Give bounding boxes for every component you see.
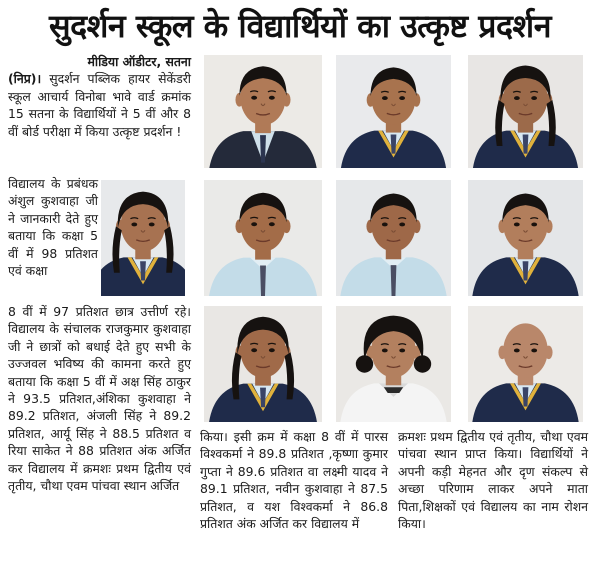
photo-girl-3 <box>204 306 322 422</box>
col3-text: क्रमशः प्रथम द्वितीय एवं तृतीय, चौथा एवम पांचवा स्थान प्राप्त किया। विद्यार्थियों ने अपनी कड़ी मेहनत और दृण संकल्प से अच्छा परिणाम लाकर अपने माता पिता,शिक्षकों एवं विद्यालय का नाम रोशन किया। <box>398 429 588 532</box>
col1-rest-text: 8 वीं में 97 प्रतिशत छात्र उत्तीर्ण रहे। विद्यालय के संचालक राजकुमार कुशवाहा जी ने छात्रों को बधाई देते हुए सभी के उज्जवल भविष्य की कामना करते हुए बताया कि कक्षा 5 वीं में अक्ष सिंह ठाकुर ने 93.5 प्रतिशत,अंशिका कुशवाहा ने 89.2 प्रतिशत, अंजली सिंह ने 89.2 प्रतिशत, आर्यू सिंह ने 88.5 प्रतिशत व रिया साकेत ने 88 प्रतिशत अंक अर्जित कर विद्यालय में क्रमशः प्रथम द्वितीय एवं तृतीय, चौथा एवम पांचवा स्थान अर्जित <box>8 304 191 494</box>
col2-text: किया। इसी क्रम में कक्षा 8 वीं में पारस विश्वकर्मा ने 89.8 प्रतिशत ,कृष्णा कुमार गुप्ता ने 89.6 प्रतिशत वा लक्ष्मी यादव ने 89.1 प्रतिशत, नवीन कुशवाहा ने 87.5 प्रतिशत, व यश विश्वकर्मा ने 86.8 प्रतिशत अंक अर्जित कर विद्यालय में <box>200 429 388 532</box>
article-col-1 <box>8 53 191 140</box>
photo-girl-4 <box>336 306 451 422</box>
col1-intro <box>8 53 191 140</box>
article-col-3 <box>398 428 588 532</box>
article-col-1-wrap <box>8 175 98 279</box>
photo-boy-6 <box>468 306 583 422</box>
col1-wrap-text: विद्यालय के प्रबंधक अंशुल कुशवाहा जी ने जानकारी देते हुए बताया कि कक्षा 5 वीं में 98 प्रतिशत एवं कक्षा <box>8 176 98 279</box>
photo-boy-4 <box>336 180 451 296</box>
headline: सुदर्शन स्कूल के विद्यार्थियों का उत्कृष्ट प्रदर्शन <box>49 7 551 45</box>
photo-girl-2 <box>101 180 185 296</box>
photo-girl-1 <box>468 55 583 168</box>
article-col-1-rest <box>8 303 191 494</box>
photo-boy-5 <box>468 180 583 296</box>
photo-boy-1 <box>204 55 322 168</box>
dateline: (निप्र)। <box>8 71 42 87</box>
intro-text: सुदर्शन पब्लिक हायर सेकेंडरी स्कूल आचार्य विनोबा भावे वार्ड क्रमांक 15 सतना के विद्यार्थियों ने 5 वीं और 8 वीं बोर्ड परीक्षा में किया उत्कृष्ट प्रदर्शन ! <box>8 71 191 139</box>
byline: मीडिया ऑडीटर, सतना <box>87 54 191 69</box>
article-col-2 <box>200 428 388 532</box>
photo-boy-2 <box>336 55 451 168</box>
photo-boy-3 <box>204 180 322 296</box>
